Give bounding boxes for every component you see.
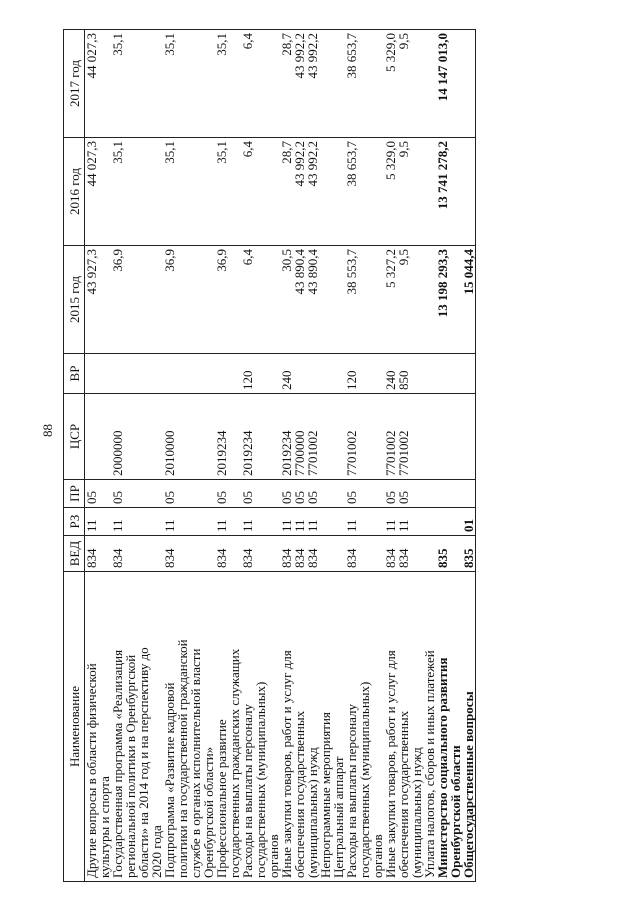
table-body bbox=[85, 30, 476, 882]
cell-name: Другие вопросы в области физической культуры и спорта bbox=[85, 572, 112, 882]
cell-2016 bbox=[462, 138, 476, 246]
cell-name: Расходы на выплаты персоналу государственных (муниципальных) органов bbox=[241, 572, 280, 882]
cell-2016: 35,1 bbox=[215, 138, 241, 246]
cell-pr: 05 bbox=[111, 480, 163, 508]
cell-ved: 834 bbox=[85, 536, 112, 572]
cell-2015: 13 198 293,3 bbox=[436, 246, 462, 354]
header-rz: РЗ bbox=[64, 508, 85, 536]
cell-2015: 5 327,2 9,5 bbox=[384, 246, 436, 354]
header-csr: ЦСР bbox=[64, 394, 85, 480]
cell-2017: 38 653,7 bbox=[345, 30, 384, 138]
cell-vr: 240 850 bbox=[384, 354, 436, 394]
cell-csr: 7701002 bbox=[345, 394, 384, 480]
cell-name: Подпрограмма «Развитие кадровой политики на государственной гражданской службе в органах исполнительной власти Оренбургской области» bbox=[163, 572, 215, 882]
cell-2015: 36,9 bbox=[111, 246, 163, 354]
cell-2015: 36,9 bbox=[215, 246, 241, 354]
table-row bbox=[436, 30, 462, 882]
cell-vr bbox=[215, 354, 241, 394]
cell-2016: 44 027,3 bbox=[85, 138, 112, 246]
cell-csr: 2019234 7700000 7701002 bbox=[280, 394, 345, 480]
cell-rz: 01 bbox=[462, 508, 476, 536]
cell-2015: 38 553,7 bbox=[345, 246, 384, 354]
cell-ved: 834 bbox=[345, 536, 384, 572]
header-name: Наименование bbox=[64, 572, 85, 882]
cell-vr bbox=[111, 354, 163, 394]
cell-name: Профессиональное развитие государственных гражданских служащих bbox=[215, 572, 241, 882]
cell-2015: 36,9 bbox=[163, 246, 215, 354]
cell-2016: 35,1 bbox=[163, 138, 215, 246]
header-vr: ВР bbox=[64, 354, 85, 394]
budget-table-wrapper bbox=[63, 30, 611, 882]
cell-pr: 05 bbox=[215, 480, 241, 508]
cell-2015: 43 927,3 bbox=[85, 246, 112, 354]
cell-2017: 14 147 013,0 bbox=[436, 30, 462, 138]
cell-2016: 5 329,0 9,5 bbox=[384, 138, 436, 246]
header-pr: ПР bbox=[64, 480, 85, 508]
cell-2015: 30,5 43 890,4 43 890,4 bbox=[280, 246, 345, 354]
table-row bbox=[280, 30, 345, 882]
cell-csr: 2019234 bbox=[241, 394, 280, 480]
cell-ved: 834 bbox=[215, 536, 241, 572]
cell-csr bbox=[462, 394, 476, 480]
cell-ved: 834 bbox=[111, 536, 163, 572]
cell-name: Государственная программа «Реализация региональной политики в Оренбургской области» на 2014 год и на перспективу до 2020 года bbox=[111, 572, 163, 882]
cell-2016: 6,4 bbox=[241, 138, 280, 246]
budget-table bbox=[63, 29, 476, 882]
cell-2015: 15 044,4 bbox=[462, 246, 476, 354]
cell-ved: 834 834 bbox=[384, 536, 436, 572]
cell-pr bbox=[462, 480, 476, 508]
cell-vr bbox=[436, 354, 462, 394]
cell-name: Иные закупки товаров, работ и услуг для обеспечения государственных (муниципальных) нужд Уплата налогов, сборов и иных платежей bbox=[384, 572, 436, 882]
cell-ved: 835 bbox=[462, 536, 476, 572]
cell-ved: 834 bbox=[163, 536, 215, 572]
cell-csr bbox=[85, 394, 112, 480]
cell-rz: 11 bbox=[215, 508, 241, 536]
table-row bbox=[163, 30, 215, 882]
cell-pr bbox=[436, 480, 462, 508]
cell-pr: 05 bbox=[163, 480, 215, 508]
cell-name: Общегосударственные вопросы bbox=[462, 572, 476, 882]
cell-2017: 6,4 bbox=[241, 30, 280, 138]
cell-2015: 6,4 bbox=[241, 246, 280, 354]
cell-2016: 35,1 bbox=[111, 138, 163, 246]
cell-2016: 28,7 43 992,2 43 992,2 bbox=[280, 138, 345, 246]
table-row bbox=[111, 30, 163, 882]
table-header bbox=[64, 30, 85, 882]
cell-vr bbox=[462, 354, 476, 394]
cell-rz: 11 11 bbox=[384, 508, 436, 536]
cell-rz: 11 bbox=[241, 508, 280, 536]
header-2017: 2017 год bbox=[64, 30, 85, 138]
cell-vr: 120 bbox=[241, 354, 280, 394]
table-row bbox=[241, 30, 280, 882]
header-2016: 2016 год bbox=[64, 138, 85, 246]
cell-csr bbox=[436, 394, 462, 480]
cell-ved: 834 834 834 bbox=[280, 536, 345, 572]
cell-rz: 11 bbox=[111, 508, 163, 536]
cell-2016: 38 653,7 bbox=[345, 138, 384, 246]
cell-2017: 35,1 bbox=[111, 30, 163, 138]
cell-2017: 35,1 bbox=[215, 30, 241, 138]
cell-vr: 240 bbox=[280, 354, 345, 394]
cell-rz: 11 bbox=[85, 508, 112, 536]
cell-vr: 120 bbox=[345, 354, 384, 394]
table-row bbox=[215, 30, 241, 882]
cell-rz: 11 11 11 bbox=[280, 508, 345, 536]
cell-2017: 35,1 bbox=[163, 30, 215, 138]
page-number: 88 bbox=[40, 424, 55, 437]
cell-2017: 28,7 43 992,2 43 992,2 bbox=[280, 30, 345, 138]
cell-2017: 5 329,0 9,5 bbox=[384, 30, 436, 138]
table-row bbox=[462, 30, 476, 882]
table-row bbox=[85, 30, 112, 882]
cell-csr: 7701002 7701002 bbox=[384, 394, 436, 480]
cell-pr: 05 bbox=[85, 480, 112, 508]
header-ved: ВЕД bbox=[64, 536, 85, 572]
cell-pr: 05 05 05 bbox=[280, 480, 345, 508]
cell-2016: 13 741 278,2 bbox=[436, 138, 462, 246]
header-2015: 2015 год bbox=[64, 246, 85, 354]
cell-2017 bbox=[462, 30, 476, 138]
cell-pr: 05 05 bbox=[384, 480, 436, 508]
cell-csr: 2010000 bbox=[163, 394, 215, 480]
cell-name: Иные закупки товаров, работ и услуг для обеспечения государственных (муниципальных) нужд Непрограммные мероприятия Центральный аппарат bbox=[280, 572, 345, 882]
cell-ved: 834 bbox=[241, 536, 280, 572]
cell-csr: 2000000 bbox=[111, 394, 163, 480]
cell-csr: 2019234 bbox=[215, 394, 241, 480]
cell-ved: 835 bbox=[436, 536, 462, 572]
cell-rz bbox=[436, 508, 462, 536]
cell-pr: 05 bbox=[345, 480, 384, 508]
table-row bbox=[345, 30, 384, 882]
cell-vr bbox=[163, 354, 215, 394]
cell-name: Министерство социального развития Оренбургской области bbox=[436, 572, 462, 882]
cell-vr bbox=[85, 354, 112, 394]
cell-name: Расходы на выплаты персоналу государственных (муниципальных) органов bbox=[345, 572, 384, 882]
cell-rz: 11 bbox=[163, 508, 215, 536]
table-row bbox=[384, 30, 436, 882]
cell-rz: 11 bbox=[345, 508, 384, 536]
cell-pr: 05 bbox=[241, 480, 280, 508]
cell-2017: 44 027,3 bbox=[85, 30, 112, 138]
